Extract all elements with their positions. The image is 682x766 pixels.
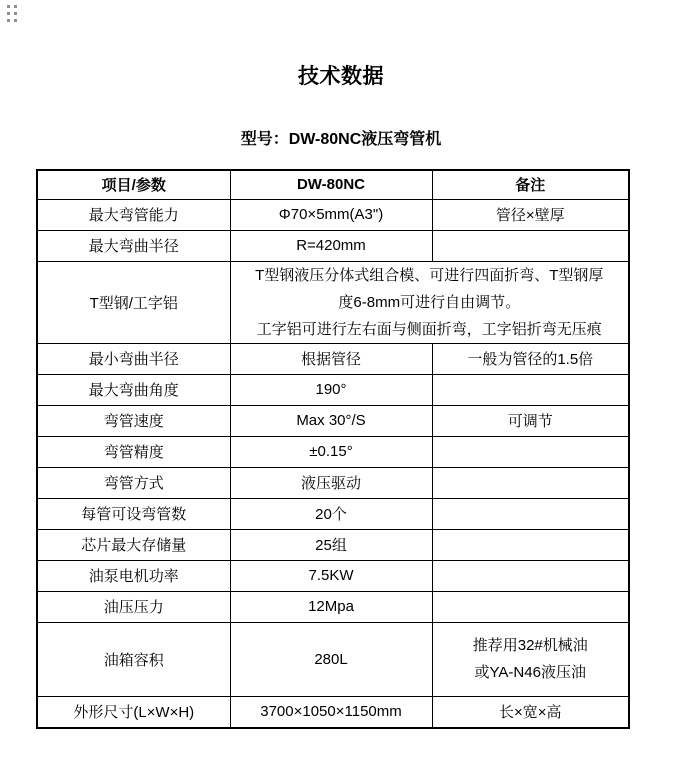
page-title: 技术数据 <box>298 65 384 88</box>
param-cell: 油泵电机功率 <box>37 560 230 591</box>
param-cell: 最小弯曲半径 <box>37 343 230 374</box>
table-row <box>37 498 629 529</box>
remark-cell <box>432 467 629 498</box>
param-cell: 外形尺寸(L×W×H) <box>37 696 230 728</box>
table-body <box>37 199 629 728</box>
table-row <box>37 343 629 374</box>
param-cell: 芯片最大存储量 <box>37 529 230 560</box>
param-cell: 弯管方式 <box>37 467 230 498</box>
table-row <box>37 230 629 261</box>
value-cell: 7.5KW <box>230 560 432 591</box>
value-line: 度6-8mm可进行自由调节。 <box>338 293 521 311</box>
param-cell: 每管可设弯管数 <box>37 498 230 529</box>
value-cell: Max 30°/S <box>230 405 432 436</box>
value-cell: 190° <box>230 374 432 405</box>
value-cell: ±0.15° <box>230 436 432 467</box>
value-cell: 3700×1050×1150mm <box>230 696 432 728</box>
table-row <box>37 199 629 230</box>
remark-cell <box>432 560 629 591</box>
remark-cell <box>432 498 629 529</box>
value-cell: Φ70×5mm(A3") <box>230 199 432 230</box>
column-header: DW-80NC <box>230 170 432 199</box>
param-cell: 最大弯曲半径 <box>37 230 230 261</box>
remark-cell <box>432 622 629 696</box>
drag-handle-dot <box>14 19 17 22</box>
value-cell: 液压驱动 <box>230 467 432 498</box>
value-cell: R=420mm <box>230 230 432 261</box>
remark-line: 推荐用32#机械油 <box>472 637 588 654</box>
remark-cell <box>432 436 629 467</box>
param-cell: 最大弯曲角度 <box>37 374 230 405</box>
param-cell: 弯管速度 <box>37 405 230 436</box>
table-row <box>37 261 629 343</box>
remark-cell: 一般为管径的1.5倍 <box>432 343 629 374</box>
column-header: 项目/参数 <box>37 170 230 199</box>
param-cell: 油箱容积 <box>37 622 230 696</box>
remark-line: 或YA-N46液压油 <box>474 664 586 681</box>
table-row <box>37 696 629 728</box>
table-row <box>37 529 629 560</box>
drag-handle-dot <box>7 19 10 22</box>
param-cell: T型钢/工字铝 <box>37 261 230 343</box>
table-row <box>37 622 629 696</box>
drag-handle-icon[interactable] <box>7 5 17 22</box>
table-row <box>37 560 629 591</box>
value-cell <box>230 261 629 343</box>
table-row <box>37 436 629 467</box>
remark-cell: 管径×壁厚 <box>432 199 629 230</box>
value-cell: 280L <box>230 622 432 696</box>
table-row <box>37 374 629 405</box>
remark-cell: 可调节 <box>432 405 629 436</box>
remark-cell <box>432 230 629 261</box>
table-row <box>37 405 629 436</box>
value-line: T型钢液压分体式组合模、可进行四面折弯、T型钢厚 <box>255 266 604 284</box>
technical-data-table <box>36 169 630 729</box>
value-cell: 12Mpa <box>230 591 432 622</box>
model-subtitle: 型号：DW-80NC液压弯管机 <box>240 131 442 148</box>
param-cell: 油压压力 <box>37 591 230 622</box>
drag-handle-dot <box>7 5 10 8</box>
drag-handle-dot <box>14 5 17 8</box>
remark-cell <box>432 374 629 405</box>
table-row <box>37 467 629 498</box>
drag-handle-dot <box>14 12 17 15</box>
table-row <box>37 591 629 622</box>
table-header-row <box>37 170 629 199</box>
value-cell: 根据管径 <box>230 343 432 374</box>
param-cell: 最大弯管能力 <box>37 199 230 230</box>
remark-cell <box>432 591 629 622</box>
column-header: 备注 <box>432 170 629 199</box>
value-cell: 25组 <box>230 529 432 560</box>
remark-cell <box>432 529 629 560</box>
value-cell: 20个 <box>230 498 432 529</box>
param-cell: 弯管精度 <box>37 436 230 467</box>
remark-cell: 长×宽×高 <box>432 696 629 728</box>
drag-handle-dot <box>7 12 10 15</box>
value-line: 工字铝可进行左右面与侧面折弯，工字铝折弯无压痕 <box>256 320 602 338</box>
